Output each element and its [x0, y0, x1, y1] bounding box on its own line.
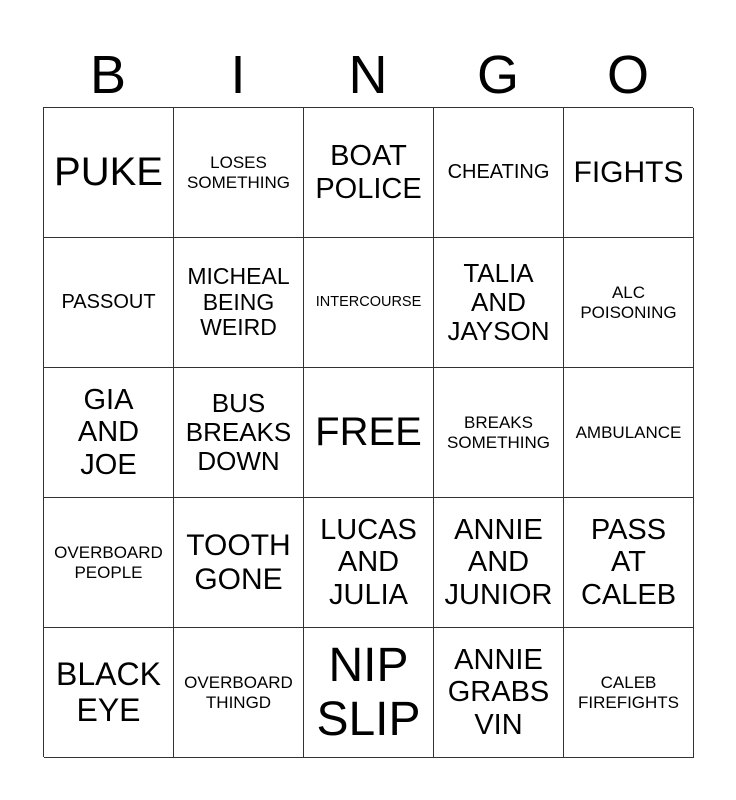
cell-text: LOSES SOMETHING: [187, 153, 290, 192]
cell-text: AMBULANCE: [575, 422, 682, 442]
bingo-cell[interactable]: [44, 368, 174, 498]
bingo-cell[interactable]: [44, 498, 174, 628]
cell-text: INTERCOURSE: [315, 294, 422, 311]
bingo-cell[interactable]: [434, 238, 564, 368]
bingo-cell[interactable]: [174, 498, 304, 628]
cell-text: FIGHTS: [573, 155, 684, 189]
bingo-cell[interactable]: [434, 108, 564, 238]
bingo-cell[interactable]: [564, 108, 694, 238]
bingo-cell[interactable]: [304, 108, 434, 238]
bingo-cell[interactable]: [434, 498, 564, 628]
bingo-cell[interactable]: [174, 108, 304, 238]
cell-text: ALC POISONING: [580, 283, 677, 322]
cell-text: ANNIE GRABS VIN: [447, 643, 550, 741]
cell-text: OVERBOARD THINGD: [184, 673, 293, 712]
header-letter-o: O: [606, 45, 649, 105]
bingo-cell[interactable]: [564, 368, 694, 498]
bingo-cell[interactable]: [304, 238, 434, 368]
cell-text: ANNIE AND JUNIOR: [444, 513, 553, 611]
cell-text: PASS AT CALEB: [580, 513, 677, 611]
bingo-cell[interactable]: [44, 108, 174, 238]
bingo-cell[interactable]: [304, 498, 434, 628]
bingo-cell[interactable]: [564, 628, 694, 758]
bingo-cell[interactable]: [564, 238, 694, 368]
bingo-cell[interactable]: [304, 628, 434, 758]
header-letter-b: B: [89, 45, 127, 105]
cell-text: PASSOUT: [61, 291, 156, 314]
cell-text: TALIA AND JAYSON: [447, 257, 550, 347]
bingo-header: [43, 42, 693, 108]
free-space[interactable]: [304, 368, 434, 498]
cell-text: FREE: [315, 410, 422, 455]
header-letter-g: G: [476, 45, 519, 105]
cell-text: GIA AND JOE: [77, 383, 140, 481]
cell-text: TOOTH GONE: [186, 528, 291, 596]
cell-text: NIP SLIP: [316, 638, 421, 746]
bingo-cell[interactable]: [564, 498, 694, 628]
cell-text: BUS BREAKS DOWN: [185, 387, 292, 477]
cell-text: CHEATING: [447, 161, 550, 184]
header-letter-i: I: [230, 45, 246, 105]
cell-text: PUKE: [54, 150, 163, 195]
bingo-cell[interactable]: [44, 238, 174, 368]
bingo-cell[interactable]: [174, 368, 304, 498]
bingo-cell[interactable]: [174, 238, 304, 368]
header-letter-n: N: [348, 45, 388, 105]
bingo-cell[interactable]: [44, 628, 174, 758]
cell-text: BREAKS SOMETHING: [447, 413, 550, 452]
bingo-cell[interactable]: [434, 628, 564, 758]
cell-text: CALEB FIREFIGHTS: [577, 673, 680, 712]
bingo-grid: [43, 107, 693, 757]
cell-text: MICHEAL BEING WEIRD: [187, 262, 290, 341]
cell-text: OVERBOARD PEOPLE: [54, 543, 163, 582]
bingo-cell[interactable]: [174, 628, 304, 758]
bingo-cell[interactable]: [434, 368, 564, 498]
cell-text: BOAT POLICE: [315, 140, 422, 205]
cell-text: LUCAS AND JULIA: [320, 513, 417, 611]
cell-text: BLACK EYE: [56, 655, 161, 728]
